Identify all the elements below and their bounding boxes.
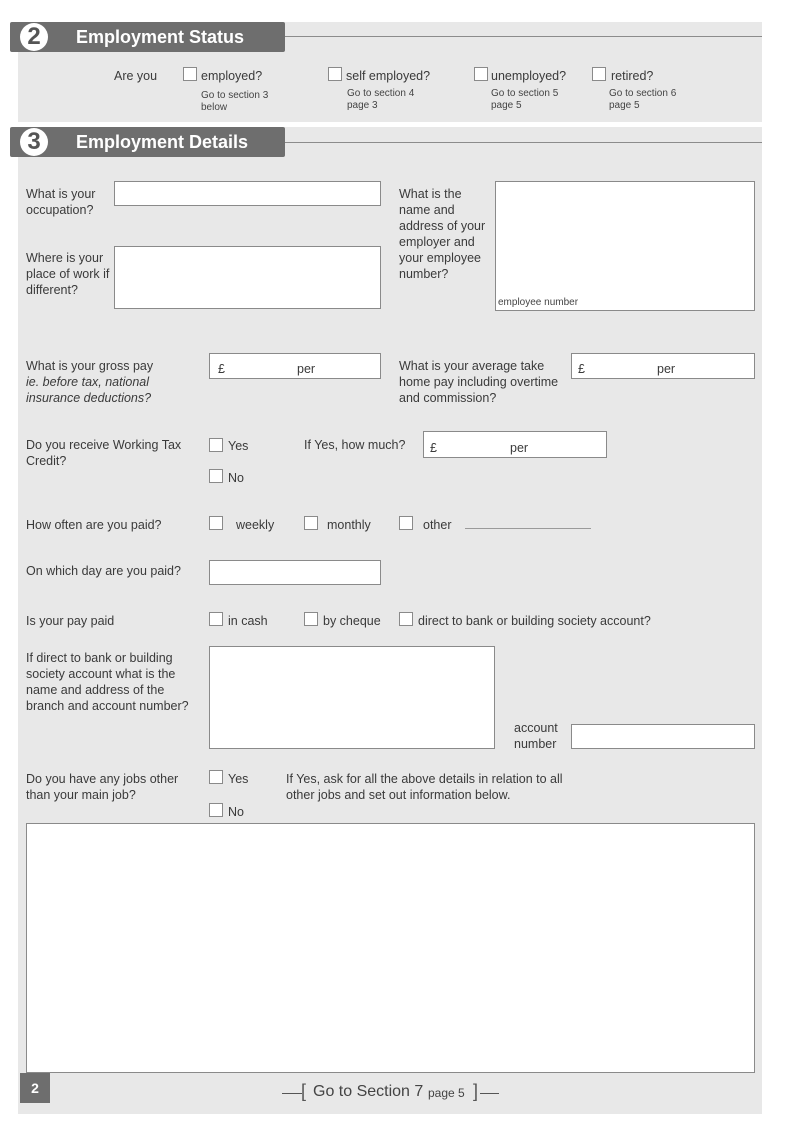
other-frequency-label: other bbox=[423, 518, 452, 532]
other-jobs-yes-label: Yes bbox=[228, 772, 249, 786]
self-employed-label: self employed? bbox=[346, 69, 431, 83]
pay-frequency-question: How often are you paid? bbox=[26, 518, 162, 532]
goto-page-text: page 5 bbox=[428, 1086, 465, 1100]
goto-main-text: Go to Section 7 bbox=[313, 1083, 424, 1100]
wtc-no-checkbox[interactable] bbox=[209, 469, 223, 483]
weekly-label: weekly bbox=[236, 518, 275, 532]
other-jobs-note: If Yes, ask for all the above details in relation to all other jobs and set out information below. bbox=[286, 772, 563, 802]
employed-label: employed? bbox=[201, 69, 263, 83]
monthly-label: monthly bbox=[327, 518, 371, 532]
section-3-title: Employment Details bbox=[76, 132, 249, 152]
section-3-number: 3 bbox=[20, 128, 48, 156]
cash-checkbox[interactable] bbox=[209, 612, 223, 626]
goto-right-line bbox=[480, 1093, 499, 1094]
other-jobs-no-checkbox[interactable] bbox=[209, 803, 223, 817]
other-jobs-yes-checkbox[interactable] bbox=[209, 770, 223, 784]
take-home-per: per bbox=[657, 362, 676, 376]
place-of-work-question: Where is your place of work if different? bbox=[26, 251, 110, 297]
cash-label: in cash bbox=[228, 614, 268, 628]
wtc-no-label: No bbox=[228, 471, 244, 485]
wtc-yes-label: Yes bbox=[228, 439, 249, 453]
unemployed-note: Go to section 5 page 5 bbox=[491, 88, 559, 111]
place-of-work-input[interactable] bbox=[114, 246, 381, 309]
bank-transfer-label: direct to bank or building society account? bbox=[418, 614, 651, 628]
bank-details-input[interactable] bbox=[209, 646, 495, 749]
goto-section-7[interactable] bbox=[280, 1083, 500, 1105]
section-3-rule bbox=[285, 142, 762, 143]
retired-checkbox[interactable] bbox=[592, 67, 606, 81]
bank-details-question: If direct to bank or building society account what is the name and address of the branch and account number? bbox=[26, 651, 189, 713]
section-2-title: Employment Status bbox=[76, 27, 245, 47]
employer-details-input[interactable] bbox=[495, 181, 755, 311]
bank-transfer-checkbox[interactable] bbox=[399, 612, 413, 626]
take-home-question: What is your average take home pay including overtime and commission? bbox=[399, 359, 559, 405]
employed-note: Go to section 3 below bbox=[201, 90, 269, 113]
section-2-number: 2 bbox=[20, 23, 48, 51]
gross-pay-note: ie. before tax, national insurance deductions? bbox=[26, 375, 152, 405]
section-2-rule bbox=[285, 36, 762, 37]
other-jobs-details-input[interactable] bbox=[26, 823, 755, 1073]
gross-pay-currency: £ bbox=[218, 362, 225, 376]
working-tax-credit-question: Do you receive Working Tax Credit? bbox=[26, 438, 182, 468]
wtc-amount-currency: £ bbox=[430, 441, 437, 455]
employee-number-label: employee number bbox=[498, 297, 579, 308]
page-number: 2 bbox=[20, 1073, 50, 1103]
wtc-yes-checkbox[interactable] bbox=[209, 438, 223, 452]
self-employed-note: Go to section 4 page 3 bbox=[347, 88, 415, 111]
unemployed-checkbox[interactable] bbox=[474, 67, 488, 81]
retired-label: retired? bbox=[611, 69, 654, 83]
other-frequency-checkbox[interactable] bbox=[399, 516, 413, 530]
goto-right-bracket: ] bbox=[473, 1081, 479, 1101]
pay-day-question: On which day are you paid? bbox=[26, 564, 181, 578]
section-2-header bbox=[10, 22, 285, 52]
section-3-header bbox=[10, 127, 285, 157]
pay-day-input[interactable] bbox=[209, 560, 381, 585]
self-employed-checkbox[interactable] bbox=[328, 67, 342, 81]
other-frequency-line[interactable] bbox=[465, 528, 591, 529]
goto-left-line bbox=[282, 1093, 302, 1094]
are-you-label: Are you bbox=[114, 69, 158, 83]
gross-pay-question: What is your gross pay bbox=[26, 359, 154, 373]
retired-note: Go to section 6 page 5 bbox=[609, 88, 677, 111]
pay-method-question: Is your pay paid bbox=[26, 614, 115, 628]
employed-checkbox[interactable] bbox=[183, 67, 197, 81]
monthly-checkbox[interactable] bbox=[304, 516, 318, 530]
account-number-input[interactable] bbox=[571, 724, 755, 749]
weekly-checkbox[interactable] bbox=[209, 516, 223, 530]
other-jobs-question: Do you have any jobs other than your main job? bbox=[26, 772, 179, 802]
unemployed-label: unemployed? bbox=[491, 69, 567, 83]
other-jobs-no-label: No bbox=[228, 805, 244, 819]
cheque-checkbox[interactable] bbox=[304, 612, 318, 626]
wtc-amount-per: per bbox=[510, 441, 529, 455]
employer-question: What is the name and address of your employer and your employee number? bbox=[399, 187, 486, 281]
occupation-input[interactable] bbox=[114, 181, 381, 206]
take-home-currency: £ bbox=[578, 362, 585, 376]
gross-pay-input[interactable] bbox=[209, 353, 381, 379]
account-number-label: account number bbox=[514, 721, 558, 751]
cheque-label: by cheque bbox=[323, 614, 381, 628]
goto-left-bracket: [ bbox=[301, 1081, 307, 1101]
if-yes-how-much-label: If Yes, how much? bbox=[304, 438, 406, 452]
gross-pay-per: per bbox=[297, 362, 316, 376]
occupation-question: What is your occupation? bbox=[26, 187, 96, 217]
